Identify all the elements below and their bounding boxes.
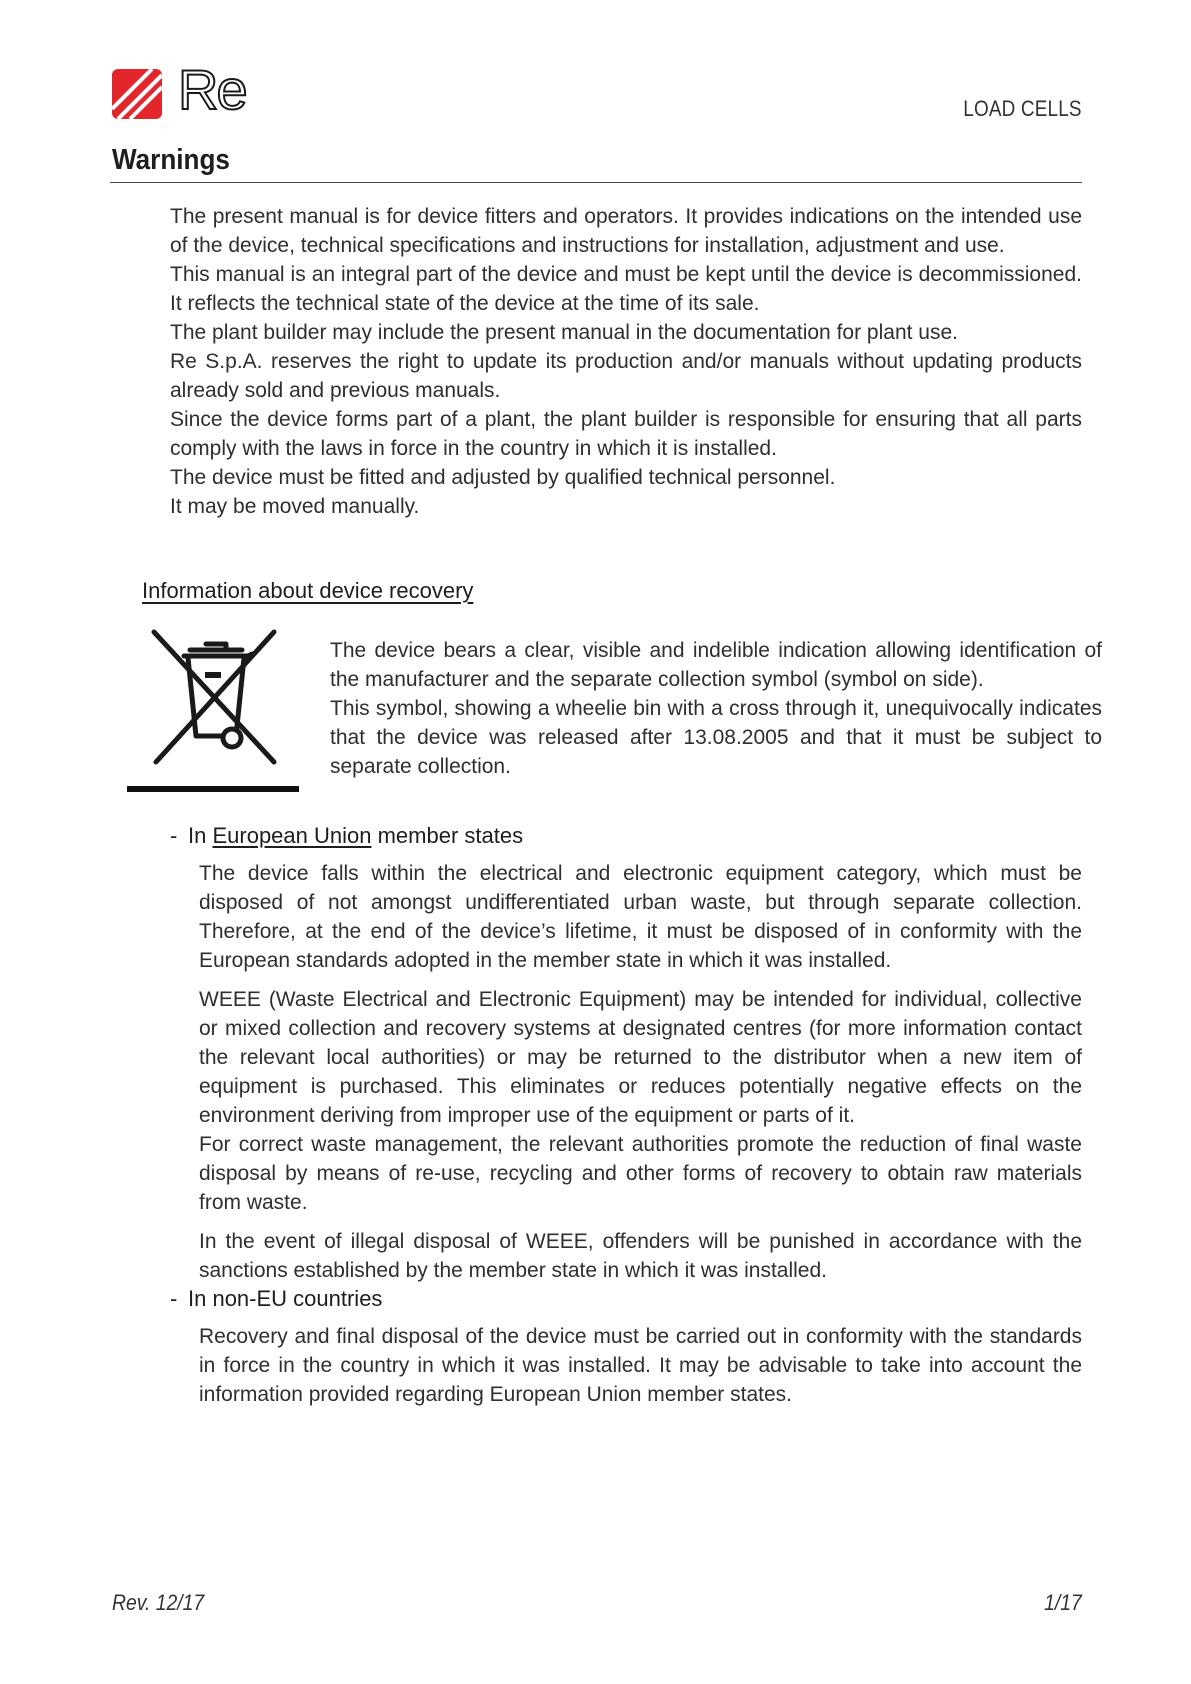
intro-section	[170, 202, 1082, 521]
eu-bullet-heading	[170, 823, 523, 849]
crossed-out-wheelie-bin-icon	[150, 628, 280, 766]
eu-heading-suffix: member states	[371, 823, 524, 848]
footer-page-number: 1/17	[1044, 1590, 1082, 1615]
weee-symbol-bar	[127, 786, 299, 792]
re-logo-mark-icon	[112, 69, 162, 119]
eu-heading-link: European Union	[212, 823, 372, 848]
intro-paragraph: The plant builder may include the present manual in the documentation for plant use.	[170, 321, 958, 344]
footer-revision: Rev. 12/17	[112, 1590, 205, 1615]
title-divider	[110, 182, 1082, 183]
intro-paragraph: The device must be fitted and adjusted by qualified technical personnel.	[170, 466, 836, 489]
non-eu-bullet-heading	[170, 1286, 382, 1312]
recovery-text	[330, 636, 1102, 781]
recovery-heading: Information about device recovery	[142, 578, 474, 603]
non-eu-section-body	[199, 1322, 1082, 1419]
eu-paragraph: The device falls within the electrical and electronic equipment category, which must be disposed of not amongst undifferentiated urban waste, but through separate collection. Therefore, at the end of the device’s lifetime, it must be disposed of in conformity with the European standards adopted in the member state in which it was installed.	[199, 862, 1082, 972]
intro-paragraph: Since the device forms part of a plant, the plant builder is responsible for ensuring that all parts comply with the laws in force in the country in which it is installed.	[170, 408, 1082, 460]
eu-paragraph: In the event of illegal disposal of WEEE, offenders will be punished in accordance with the sanctions established by the member state in which it was installed.	[199, 1230, 1082, 1282]
eu-paragraph: WEEE (Waste Electrical and Electronic Equipment) may be intended for individual, collective or mixed collection and recovery systems at designated centres (for more information contact the relevant local authorities) or may be returned to the distributor when a new item of equipment is purchased. This eliminates or reduces potentially negative effects on the environment deriving from improper use of the equipment or parts of it.	[199, 988, 1082, 1127]
page-title: Warnings	[112, 144, 230, 176]
intro-paragraph: Re S.p.A. reserves the right to update its production and/or manuals without updating products already sold and previous manuals.	[170, 350, 1082, 402]
intro-paragraph: This manual is an integral part of the device and must be kept until the device is decommissioned. It reflects the technical state of the device at the time of its sale.	[170, 263, 1082, 315]
bullet-dash: -	[170, 823, 178, 848]
recovery-paragraph: This symbol, showing a wheelie bin with a cross through it, unequivocally indicates that the device was released after 13.08.2005 and that it must be subject to separate collection.	[330, 697, 1102, 778]
logo-text: Re	[178, 58, 246, 121]
bullet-dash: -	[170, 1286, 178, 1311]
non-eu-heading: In non-EU countries	[188, 1286, 383, 1311]
eu-section-body	[199, 859, 1082, 1295]
intro-paragraph: It may be moved manually.	[170, 495, 420, 518]
non-eu-paragraph: Recovery and final disposal of the device must be carried out in conformity with the standards in force in the country in which it was installed. It may be advisable to take into account the information provided regarding European Union member states.	[199, 1325, 1082, 1406]
document-type: LOAD CELLS	[963, 96, 1082, 121]
eu-heading-prefix: In	[188, 823, 213, 848]
eu-paragraph: For correct waste management, the relevant authorities promote the reduction of final waste disposal by means of re-use, recycling and other forms of recovery to obtain raw materials from waste.	[199, 1133, 1082, 1214]
recovery-paragraph: The device bears a clear, visible and indelible indication allowing identification of the manufacturer and the separate collection symbol (symbol on side).	[330, 639, 1102, 691]
intro-paragraph: The present manual is for device fitters and operators. It provides indications on the intended use of the device, technical specifications and instructions for installation, adjustment and use.	[170, 205, 1082, 257]
